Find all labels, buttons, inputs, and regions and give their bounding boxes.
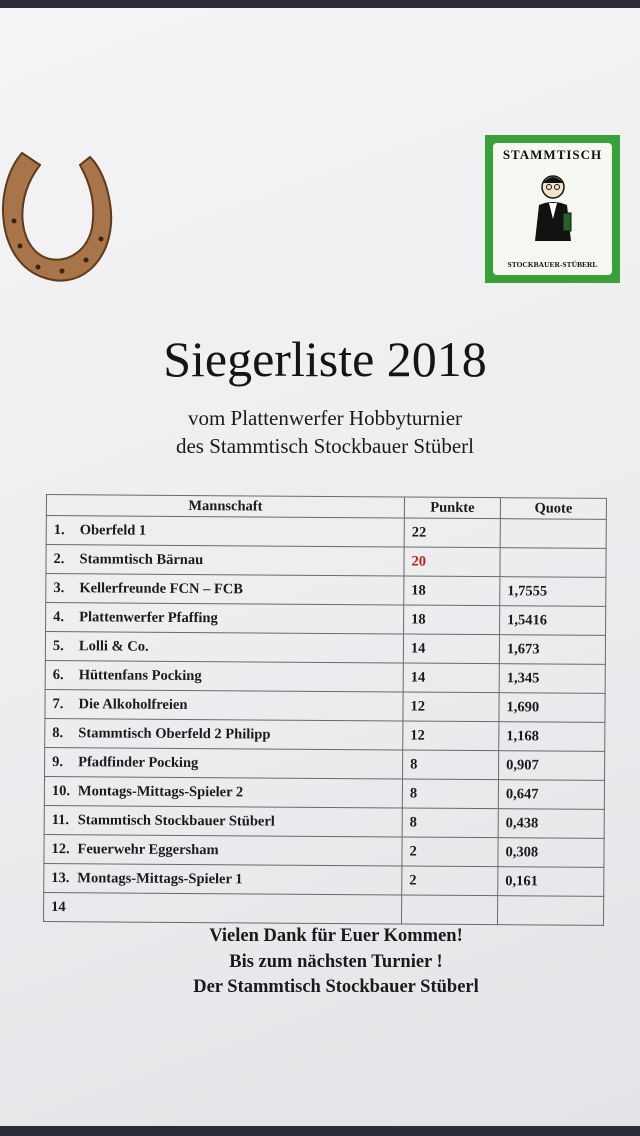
results-body [44, 516, 607, 926]
team-name: Stammtisch Oberfeld 2 Philipp [78, 724, 271, 743]
points-cell: 12 [403, 721, 499, 751]
points-cell: 12 [403, 692, 499, 722]
quote-cell [498, 896, 604, 926]
team-cell [46, 603, 404, 634]
quote-cell: 1,690 [499, 693, 605, 723]
rank-number: 11. [51, 811, 70, 828]
quote-cell: 1,673 [499, 635, 605, 665]
points-cell: 14 [403, 663, 499, 693]
rank-number: 8. [52, 724, 64, 741]
points-cell: 2 [402, 837, 498, 867]
points-cell: 22 [404, 518, 500, 548]
team-cell [44, 863, 402, 894]
page-title: Siegerliste 2018 [163, 331, 487, 387]
rank-number: 7. [52, 695, 64, 712]
rank-number: 10. [51, 782, 71, 799]
quote-cell: 0,161 [498, 867, 604, 897]
footer-thanks: Vielen Dank für Euer Kommen! [209, 926, 463, 946]
table-row [44, 776, 604, 809]
header-quote: Quote [500, 498, 606, 520]
team-name: Stammtisch Bärnau [79, 550, 204, 568]
table-row [46, 516, 606, 549]
team-name: Kellerfreunde FCN – FCB [79, 579, 244, 597]
subtitle-line-2: des Stammtisch Stockbauer Stüberl [175, 434, 475, 458]
team-name: Hüttenfans Pocking [78, 666, 202, 684]
team-name: Montags-Mittags-Spieler 1 [77, 869, 243, 887]
rank-number: 1. [53, 521, 65, 538]
table-row [44, 805, 604, 838]
table-row [45, 718, 605, 751]
rank-number: 3. [53, 579, 65, 596]
waiter-figure-icon [523, 171, 583, 243]
team-name: Stammtisch Stockbauer Stüberl [77, 811, 275, 830]
team-name: Feuerwehr Eggersham [77, 840, 219, 858]
logo-top-text: STAMMTISCH [502, 147, 603, 162]
footer-signature: Der Stammtisch Stockbauer Stüberl [193, 977, 479, 997]
table-row [46, 574, 606, 607]
team-name: Montags-Mittags-Spieler 2 [77, 782, 244, 800]
table-row [44, 863, 604, 896]
team-cell [46, 574, 404, 605]
quote-cell: 0,438 [498, 809, 604, 839]
table-row [45, 632, 605, 665]
quote-cell: 0,907 [499, 751, 605, 781]
rank-number: 13. [51, 869, 70, 886]
table-row [45, 660, 605, 693]
rank-number: 2. [53, 550, 65, 567]
points-cell: 18 [404, 576, 500, 606]
team-name: Lolli & Co. [78, 637, 149, 655]
quote-cell: 1,7555 [500, 577, 606, 607]
team-name: Pfadfinder Pocking [78, 753, 199, 771]
quote-cell: 0,647 [498, 780, 604, 810]
rank-number: 5. [52, 637, 64, 654]
team-cell [44, 805, 402, 836]
rank-number: 14 [51, 898, 66, 915]
points-cell [402, 895, 498, 925]
quote-cell: 0,308 [498, 838, 604, 868]
points-cell: 20 [404, 547, 500, 577]
team-cell [44, 892, 402, 923]
table-row [44, 834, 604, 867]
logo-bottom-text: STOCKBAUER-STÜBERL [507, 260, 598, 269]
results-table [43, 494, 607, 926]
quote-cell: 1,345 [499, 664, 605, 694]
points-cell: 8 [402, 779, 498, 809]
team-cell [46, 545, 404, 576]
team-cell [45, 632, 403, 663]
rank-number: 12. [51, 840, 70, 857]
team-name: Plattenwerfer Pfaffing [79, 608, 218, 626]
team-cell [46, 516, 404, 547]
quote-cell: 1,168 [499, 722, 605, 752]
document-page [0, 8, 640, 1126]
stammtisch-logo [485, 135, 620, 283]
team-cell [44, 834, 402, 865]
points-cell: 8 [402, 808, 498, 838]
subtitle-line-1: vom Plattenwerfer Hobbyturnier [187, 406, 463, 430]
table-row [44, 892, 604, 925]
table-row [46, 545, 606, 578]
points-cell: 18 [404, 605, 500, 635]
quote-cell: 1,5416 [500, 606, 606, 636]
team-name: Die Alkoholfreien [78, 695, 188, 713]
rank-number: 6. [52, 666, 64, 683]
team-cell [45, 718, 403, 749]
team-cell [45, 660, 403, 691]
points-cell: 8 [403, 750, 499, 780]
table-row [46, 603, 606, 636]
footer-next-tournament: Bis zum nächsten Turnier ! [229, 952, 443, 972]
quote-cell [500, 548, 606, 578]
horseshoe-icon [0, 143, 120, 293]
rank-number: 9. [52, 753, 64, 770]
header-team: Mannschaft [46, 495, 404, 518]
rank-number: 4. [53, 608, 65, 625]
team-cell [44, 776, 402, 807]
table-row [45, 747, 605, 780]
header-points: Punkte [404, 497, 500, 519]
team-cell [45, 747, 403, 778]
table-row [45, 689, 605, 722]
points-cell: 2 [402, 866, 498, 896]
quote-cell [500, 519, 606, 549]
team-name: Oberfeld 1 [79, 521, 147, 539]
team-cell [45, 689, 403, 720]
points-cell: 14 [403, 634, 499, 664]
